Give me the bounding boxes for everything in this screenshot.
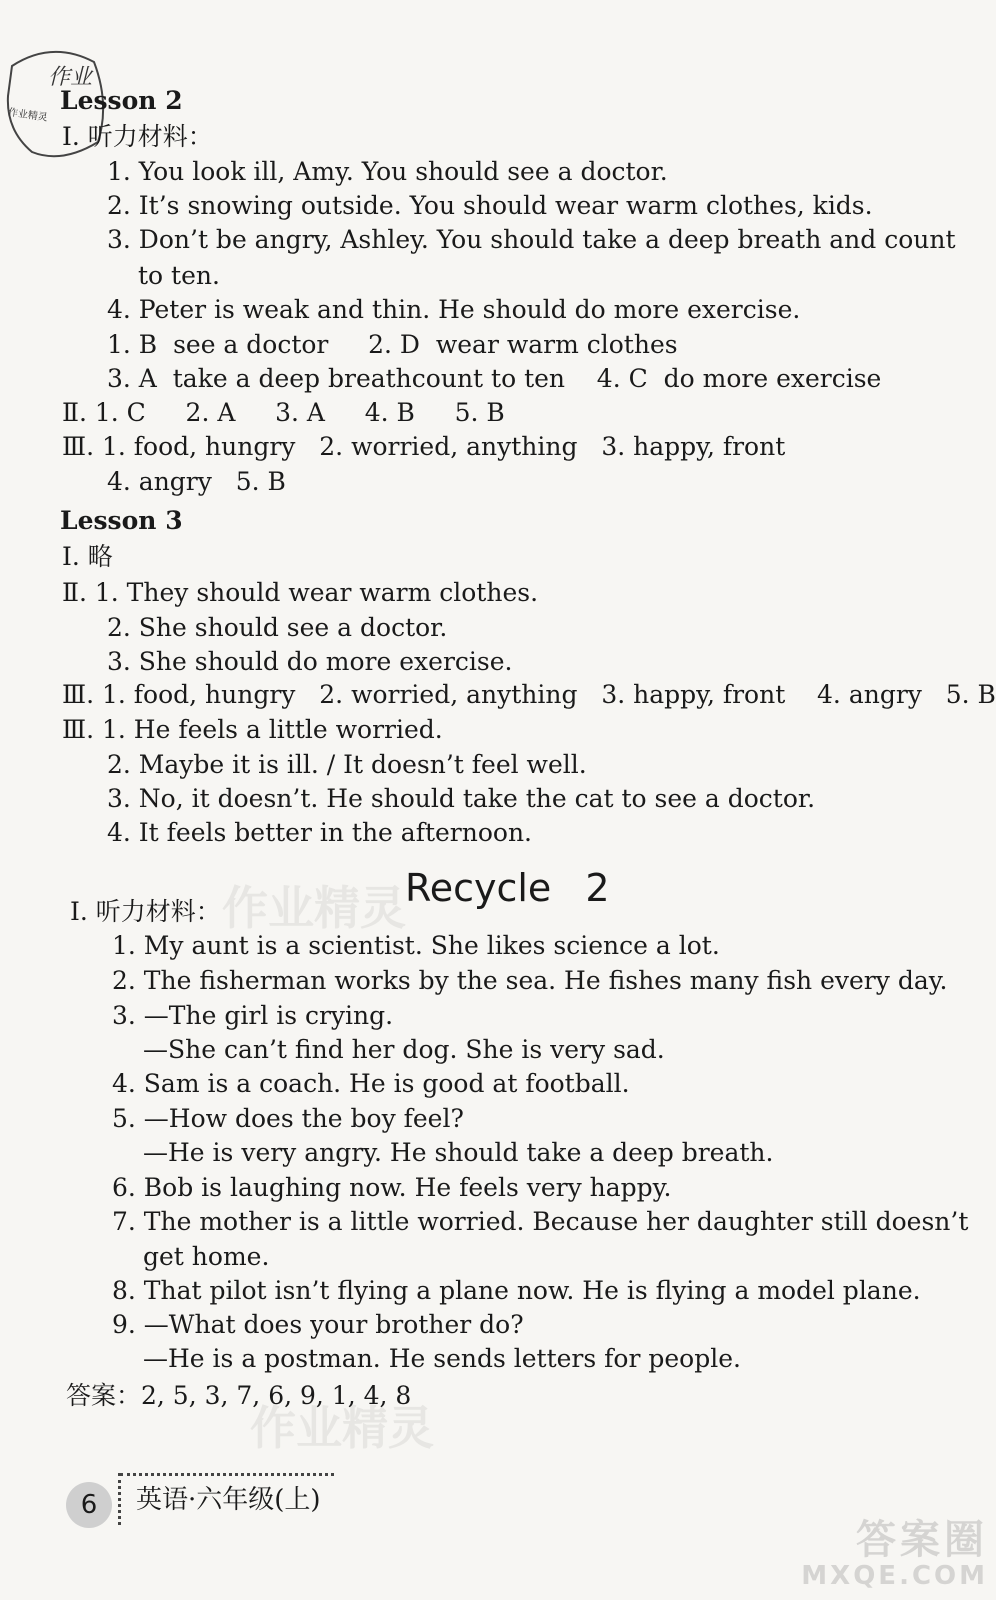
answer-line: 3. A take a deep breathcount to ten 4. C do more exercise: [107, 364, 882, 393]
section-label: Ⅰ. 听力材料：: [70, 897, 221, 926]
answer-line: 1. B see a doctor 2. D wear warm clothes: [107, 330, 678, 359]
answer-line: 2. Maybe it is ill. / It doesn’t feel well.: [107, 750, 587, 779]
page-number: 6: [66, 1482, 112, 1528]
section-3-answers-cont: 4. angry 5. B: [107, 467, 286, 496]
section-1-answer: Ⅰ. 略: [62, 542, 113, 571]
answer-line: 3. No, it doesn’t. He should take the cat to see a doctor.: [107, 784, 816, 813]
watermark-text: 作业精灵: [222, 881, 406, 935]
script-line: 4. Sam is a coach. He is good at football.: [112, 1069, 630, 1098]
answer-line: 4. It feels better in the afternoon.: [107, 818, 532, 847]
stamp-subtitle: 作业精灵: [7, 107, 49, 124]
script-line: —He is very angry. He should take a deep breath.: [143, 1138, 774, 1167]
answer-key: 答案：2, 5, 3, 7, 6, 9, 1, 4, 8: [66, 1381, 412, 1410]
script-line: 1. You look ill, Amy. You should see a doctor.: [107, 157, 668, 186]
section-2-answers: Ⅱ. 1. C 2. A 3. A 4. B 5. B: [62, 398, 505, 427]
script-line: 6. Bob is laughing now. He feels very happy.: [112, 1173, 672, 1202]
watermark-url: MXQE.COM: [801, 1561, 988, 1591]
script-line: 9. —What does your brother do?: [112, 1310, 524, 1339]
answer-line: Ⅱ. 1. They should wear warm clothes.: [62, 578, 539, 607]
script-line: 2. It’s snowing outside. You should wear warm clothes, kids.: [107, 191, 873, 220]
script-line: 4. Peter is weak and thin. He should do more exercise.: [107, 295, 801, 324]
script-line: 7. The mother is a little worried. Because her daughter still doesn’t: [112, 1207, 969, 1236]
answer-line: 2. She should see a doctor.: [107, 613, 448, 642]
site-watermark: [801, 1518, 988, 1590]
footer-divider: [120, 1473, 334, 1476]
footer-bracket: [118, 1473, 125, 1525]
lesson-2-heading: Lesson 2: [60, 86, 183, 115]
script-line: 1. My aunt is a scientist. She likes science a lot.: [112, 931, 720, 960]
script-line: get home.: [143, 1242, 270, 1271]
recycle-2-title: Recycle 2: [405, 866, 610, 910]
script-line: 5. —How does the boy feel?: [112, 1104, 464, 1133]
script-line: to ten.: [138, 261, 220, 290]
watermark-logo-text: 答案圈: [856, 1517, 988, 1563]
lesson-3-heading: Lesson 3: [60, 506, 183, 535]
watermark-text: 作业精灵: [250, 1401, 434, 1455]
answer-line: 3. She should do more exercise.: [107, 647, 513, 676]
script-line: 3. —The girl is crying.: [112, 1001, 394, 1030]
stamp-title: 作业: [48, 65, 93, 90]
script-line: 3. Don’t be angry, Ashley. You should take a deep breath and count: [107, 225, 956, 254]
section-3-answers: Ⅲ. 1. food, hungry 2. worried, anything 3. happy, front 4. angry 5. B: [62, 680, 996, 709]
script-line: —She can’t find her dog. She is very sad.: [143, 1035, 665, 1064]
script-line: —He is a postman. He sends letters for people.: [143, 1344, 741, 1373]
section-3-answers: Ⅲ. 1. food, hungry 2. worried, anything 3. happy, front: [62, 432, 786, 461]
script-line: 8. That pilot isn’t flying a plane now. He is flying a model plane.: [112, 1276, 921, 1305]
script-line: 2. The fisherman works by the sea. He fishes many fish every day.: [112, 966, 948, 995]
section-label: Ⅰ. 听力材料：: [62, 122, 213, 151]
answer-line: Ⅲ. 1. He feels a little worried.: [62, 715, 443, 744]
book-subject: 英语·六年级(上): [136, 1485, 321, 1515]
